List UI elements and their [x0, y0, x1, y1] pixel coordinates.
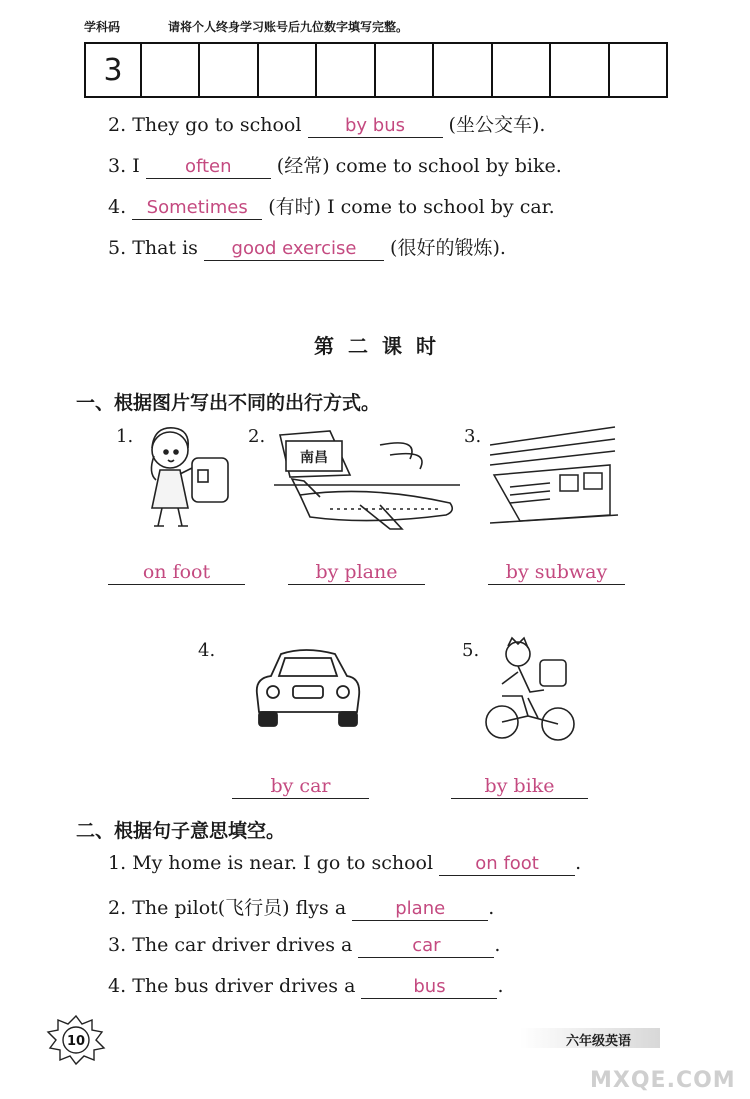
answer-blank[interactable]: car — [358, 935, 494, 958]
answer-blank[interactable]: by bus — [308, 115, 443, 138]
code-first-digit: 3 — [103, 52, 123, 88]
page-number: 10 — [66, 1034, 86, 1049]
code-cell[interactable] — [140, 44, 198, 96]
girl-walking-icon — [140, 418, 240, 533]
sentence-row — [108, 192, 555, 220]
station-sign: 南昌 — [300, 450, 328, 466]
code-cell[interactable] — [374, 44, 432, 96]
subway-icon — [490, 425, 620, 525]
answer-blank[interactable]: often — [146, 156, 271, 179]
item-number: 5. — [108, 237, 127, 259]
sentence-text: (有时) I come to school by car. — [268, 196, 555, 218]
sentence-text: The car driver drives a — [132, 934, 353, 956]
sentence-row — [108, 975, 504, 999]
answer-blank[interactable]: by plane — [288, 560, 425, 585]
sentence-text: I — [132, 155, 140, 177]
answer-blank[interactable]: bus — [361, 976, 497, 999]
car-icon — [245, 640, 370, 735]
sentence-row — [108, 893, 494, 921]
lesson-title: 第二课时 — [314, 334, 450, 358]
sentence-text: . — [497, 975, 504, 997]
code-cell[interactable] — [549, 44, 607, 96]
answer-blank[interactable]: by subway — [488, 560, 625, 585]
code-cell[interactable] — [432, 44, 490, 96]
sentence-text: . — [488, 897, 495, 919]
bike-icon — [482, 636, 582, 746]
item-number: 5. — [462, 640, 480, 661]
sentence-text: My home is near. I go to school — [132, 852, 434, 874]
item-number: 1. — [116, 426, 134, 447]
answer-blank[interactable]: Sometimes — [132, 197, 262, 220]
item-number: 4. — [108, 196, 127, 218]
answer-blank[interactable]: good exercise — [204, 238, 384, 261]
airplane-icon — [270, 425, 465, 535]
answer-blank[interactable]: on foot — [439, 853, 575, 876]
answer-blank[interactable]: by car — [232, 774, 369, 799]
item-number: 1. — [108, 852, 127, 874]
watermark: MXQE.COM — [590, 1068, 736, 1093]
item-number: 4. — [198, 640, 216, 661]
answer-blank[interactable]: on foot — [108, 560, 245, 585]
item-number: 4. — [108, 975, 127, 997]
sentence-text: That is — [132, 237, 198, 259]
item-number: 2. — [108, 897, 127, 919]
item-number: 3. — [108, 155, 127, 177]
sentence-text: (坐公交车). — [448, 114, 546, 136]
item-number: 3. — [464, 426, 482, 447]
item-number: 2. — [108, 114, 127, 136]
sentence-row — [108, 151, 562, 179]
sentence-text: (经常) come to school by bike. — [276, 155, 562, 177]
code-cell[interactable] — [608, 44, 666, 96]
code-cell[interactable] — [257, 44, 315, 96]
sentence-text: They go to school — [132, 114, 302, 136]
item-number: 2. — [248, 426, 266, 447]
sentence-row — [108, 934, 500, 958]
section-heading: 二、根据句子意思填空。 — [76, 820, 286, 842]
sentence-row — [108, 233, 506, 261]
account-code-box — [84, 42, 668, 98]
sentence-text: The pilot(飞行员) flys a — [132, 897, 347, 919]
sentence-text: The bus driver drives a — [132, 975, 356, 997]
instruction-text: 请将个人终身学习账号后九位数字填写完整。 — [168, 20, 409, 34]
section-heading: 一、根据图片写出不同的出行方式。 — [76, 392, 381, 414]
subject-code-label: 学科码 — [84, 20, 121, 34]
item-number: 3. — [108, 934, 127, 956]
code-cell[interactable] — [198, 44, 256, 96]
sentence-text: (很好的锻炼). — [390, 237, 506, 259]
answer-blank[interactable]: plane — [352, 898, 488, 921]
sentence-text: . — [494, 934, 501, 956]
answer-blank[interactable]: by bike — [451, 774, 588, 799]
code-cell[interactable] — [491, 44, 549, 96]
sentence-row — [108, 852, 581, 876]
sentence-row — [108, 110, 545, 138]
book-title: 六年级英语 — [566, 1034, 632, 1049]
code-cell[interactable] — [315, 44, 373, 96]
page-number-badge — [44, 1014, 108, 1066]
sentence-text: . — [575, 852, 582, 874]
